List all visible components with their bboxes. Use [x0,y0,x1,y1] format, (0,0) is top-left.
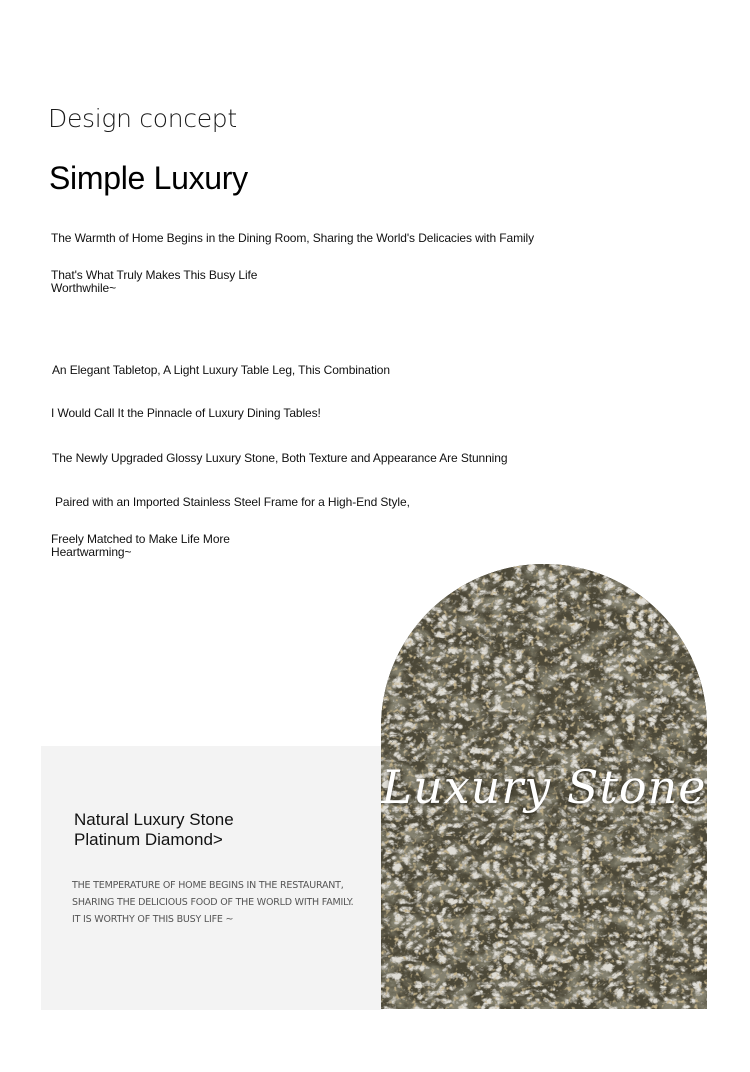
page-title: Simple Luxury [49,160,248,196]
paragraph-line-5: The Newly Upgraded Glossy Luxury Stone, Both Texture and Appearance Are Stunning [52,451,508,465]
card-title[interactable] [74,810,234,850]
paragraph-line-4: I Would Call It the Pinnacle of Luxury Dining Tables! [51,406,321,420]
paragraph-line-1: The Warmth of Home Begins in the Dining Room, Sharing the World's Delicacies with Family [51,231,535,245]
stone-texture-image [381,564,707,1009]
card-description-line-1: THE TEMPERATURE OF HOME BEGINS IN THE RESTAURANT, [72,880,344,891]
card-description [72,877,372,928]
paragraph-line-7: Freely Matched to Make Life More Heartwarming~ [51,532,230,559]
card-description-line-2: SHARING THE DELICIOUS FOOD OF THE WORLD WITH FAMILY. [72,897,354,908]
section-eyebrow: Design concept [48,104,237,133]
stone-script-label: Luxury Stone [381,760,707,814]
paragraph-line-6: Paired with an Imported Stainless Steel Frame for a High-End Style, [55,495,410,509]
paragraph-line-3: An Elegant Tabletop, A Light Luxury Table Leg, This Combination [52,363,390,377]
paragraph-line-2: That's What Truly Makes This Busy Life Worthwhile~ [51,268,258,295]
card-title-line-2: Platinum Diamond> [74,830,223,849]
card-title-line-1: Natural Luxury Stone [74,810,234,829]
card-description-line-3: IT IS WORTHY OF THIS BUSY LIFE ~ [72,914,234,925]
